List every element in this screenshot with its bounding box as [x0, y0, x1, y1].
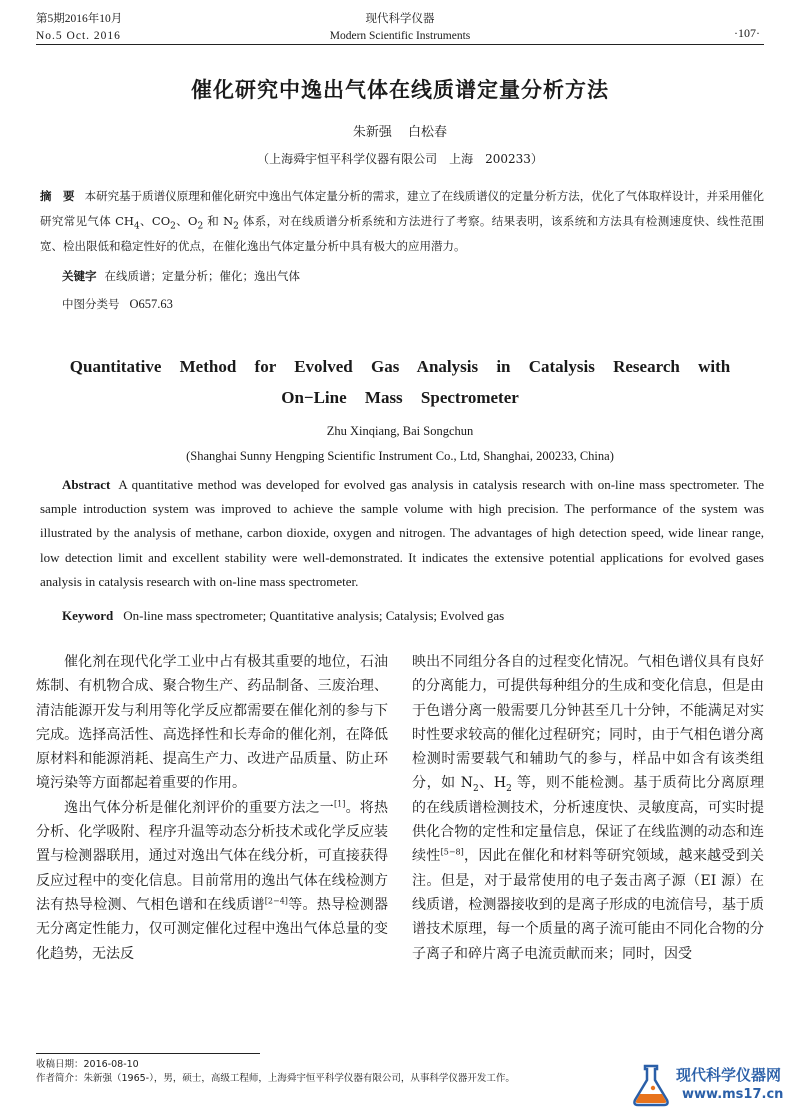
keywords-cn-label: 关键字 [62, 269, 97, 283]
paper-title-en [40, 351, 760, 413]
affiliation-en: (Shanghai Sunny Hengping Scientific Instrument Co., Ltd, Shanghai, 200233, China) [186, 449, 614, 463]
issue-en: No.5 Oct. 2016 [36, 30, 121, 42]
footnote-rule [36, 1053, 260, 1054]
flask-logo-icon [626, 1060, 676, 1110]
footnote-author-bio: 作者简介：朱新强（1965-），男，硕士，高级工程师，上海舜宇恒平科学仪器有限公司，从事科学仪器开发工作。 [36, 1073, 515, 1084]
abstract-cn [40, 184, 764, 259]
authors-en: Zhu Xinqiang, Bai Songchun [326, 424, 474, 438]
body-paragraph: 催化剂在现代化学工业中占有极其重要的地位，石油炼制、有机物合成、聚合物生产、药品制备、三废治理、清洁能源开发与利用等化学反应都需要在催化剂的参与下完成。选择高活性、高选择性和长寿命的催化剂，在降低原材料和能源消耗、提高生产力、改进产品质量、防止环境污染等方面都起着重要的作用。 [36, 654, 388, 792]
footnote [36, 1058, 515, 1086]
paper-title-cn: 催化研究中逸出气体在线质谱定量分析方法 [191, 78, 609, 102]
body-column-left [36, 650, 388, 966]
header-rule [36, 44, 764, 45]
abstract-en-label: Abstract [62, 477, 111, 492]
keywords-en-text: On-line mass spectrometer; Quantitative analysis; Catalysis; Evolved gas [123, 608, 505, 623]
abstract-cn-label: 摘 要 [40, 189, 75, 203]
watermark-name: 现代科学仪器网 [676, 1066, 782, 1084]
affiliation-cn: （上海舜宇恒平科学仪器有限公司 上海 200233） [257, 152, 543, 166]
keywords-cn-text: 在线质谱；定量分析；催化；逸出气体 [104, 269, 300, 283]
keywords-en [62, 608, 504, 624]
running-header-journal [270, 11, 530, 45]
issue-cn: 第5期2016年10月 [36, 13, 123, 25]
authors-cn: 朱新强 白松春 [352, 125, 448, 140]
classification-value: O657.63 [129, 297, 173, 311]
running-header-issue [36, 11, 122, 45]
body-paragraph: 逸出气体分析是催化剂评价的重要方法之一[1]。将热分析、化学吸附、程序升温等动态分析技术或化学反应装置与检测器联用，通过对逸出气体在线分析，可直接获得反应过程中的变化信息。目前常用的逸出气体在线检测方法有热导检测、气相色谱和在线质谱[2−4]等。热导检测器无分离定性能力，仅可测定催化过程中逸出气体总量的变化趋势，无法反 [36, 799, 389, 962]
keywords-en-label: Keyword [62, 608, 114, 623]
watermark-url: www.ms17.cn [682, 1087, 784, 1102]
classification-label: 中图分类号 [62, 297, 120, 311]
paper-title-en-line2: On−Line Mass Spectrometer [281, 388, 519, 407]
keywords-cn [62, 268, 300, 284]
abstract-en-text: A quantitative method was developed for evolved gas analysis in catalysis research with on-line mass spectrometer. The sample introduction system was improved to achieve the sample volume with high precision. The performance of the system was illustrated by the analysis of methane, carbon dioxide, oxygen and nitrogen. The advantages of high detection speed, wide linear range, low detection limit and excellent stability were well-demonstrated. It indicates the extensive potential applications for evolved gases analysis in catalysis research with on-line mass spectrometer. [40, 477, 764, 589]
watermark-logo [626, 1060, 792, 1110]
journal-name-cn: 现代科学仪器 [365, 13, 435, 25]
classification-cn [62, 296, 173, 312]
page-number: ·107· [734, 26, 760, 40]
journal-name-en: Modern Scientific Instruments [329, 30, 471, 42]
body-paragraph: 映出不同组分各自的过程变化情况。气相色谱仪具有良好的分离能力，可提供每种组分的生成和变化信息，但是由于色谱分离一般需要几分钟甚至几十分钟，不能满足对实时性要求较高的催化过程研究；同时，由于气相色谱分离检测时需要载气和辅助气的参与，样品中如含有该类组分，如 $N_2$、$H_2$ 等，则不能检测。基于质荷比分离原理的在线质谱检测技术，分析速度快、灵敏度高，可实时提供化合物的定性和定量信息，保证了在线监测的动态和连续性[5−8]，因此在催化和材料等研究领域，越来越受到关注。但是，对于最常使用的电子轰击离子源（EI 源）在线质谱，检测器接收到的是离子形成的电流信号，基于质谱技术原理，每一个质量的离子流可能由不同化合物的分子离子和碎片离子电流贡献而来；同时，因受 [412, 654, 765, 962]
abstract-en [40, 473, 764, 594]
paper-title-en-line1: Quantitative Method for Evolved Gas Analysis in Catalysis Research with [69, 357, 731, 376]
body-column-right [412, 650, 764, 966]
abstract-cn-text: 本研究基于质谱仪原理和催化研究中逸出气体定量分析的需求，建立了在线质谱仪的定量分析方法，优化了气体取样设计，并采用催化研究常见气体 $CH_4$、$CO_2$、$O_2$ 和 $N_2$ 体系，对在线质谱分析系统和方法进行了考察。结果表明，该系统和方法具有检测速度快、线性范围宽、检出限低和稳定性好的优点，在催化逸出气体定量分析中具有极大的应用潜力。 [40, 189, 765, 253]
footnote-received: 收稿日期：2016-08-10 [36, 1059, 139, 1070]
